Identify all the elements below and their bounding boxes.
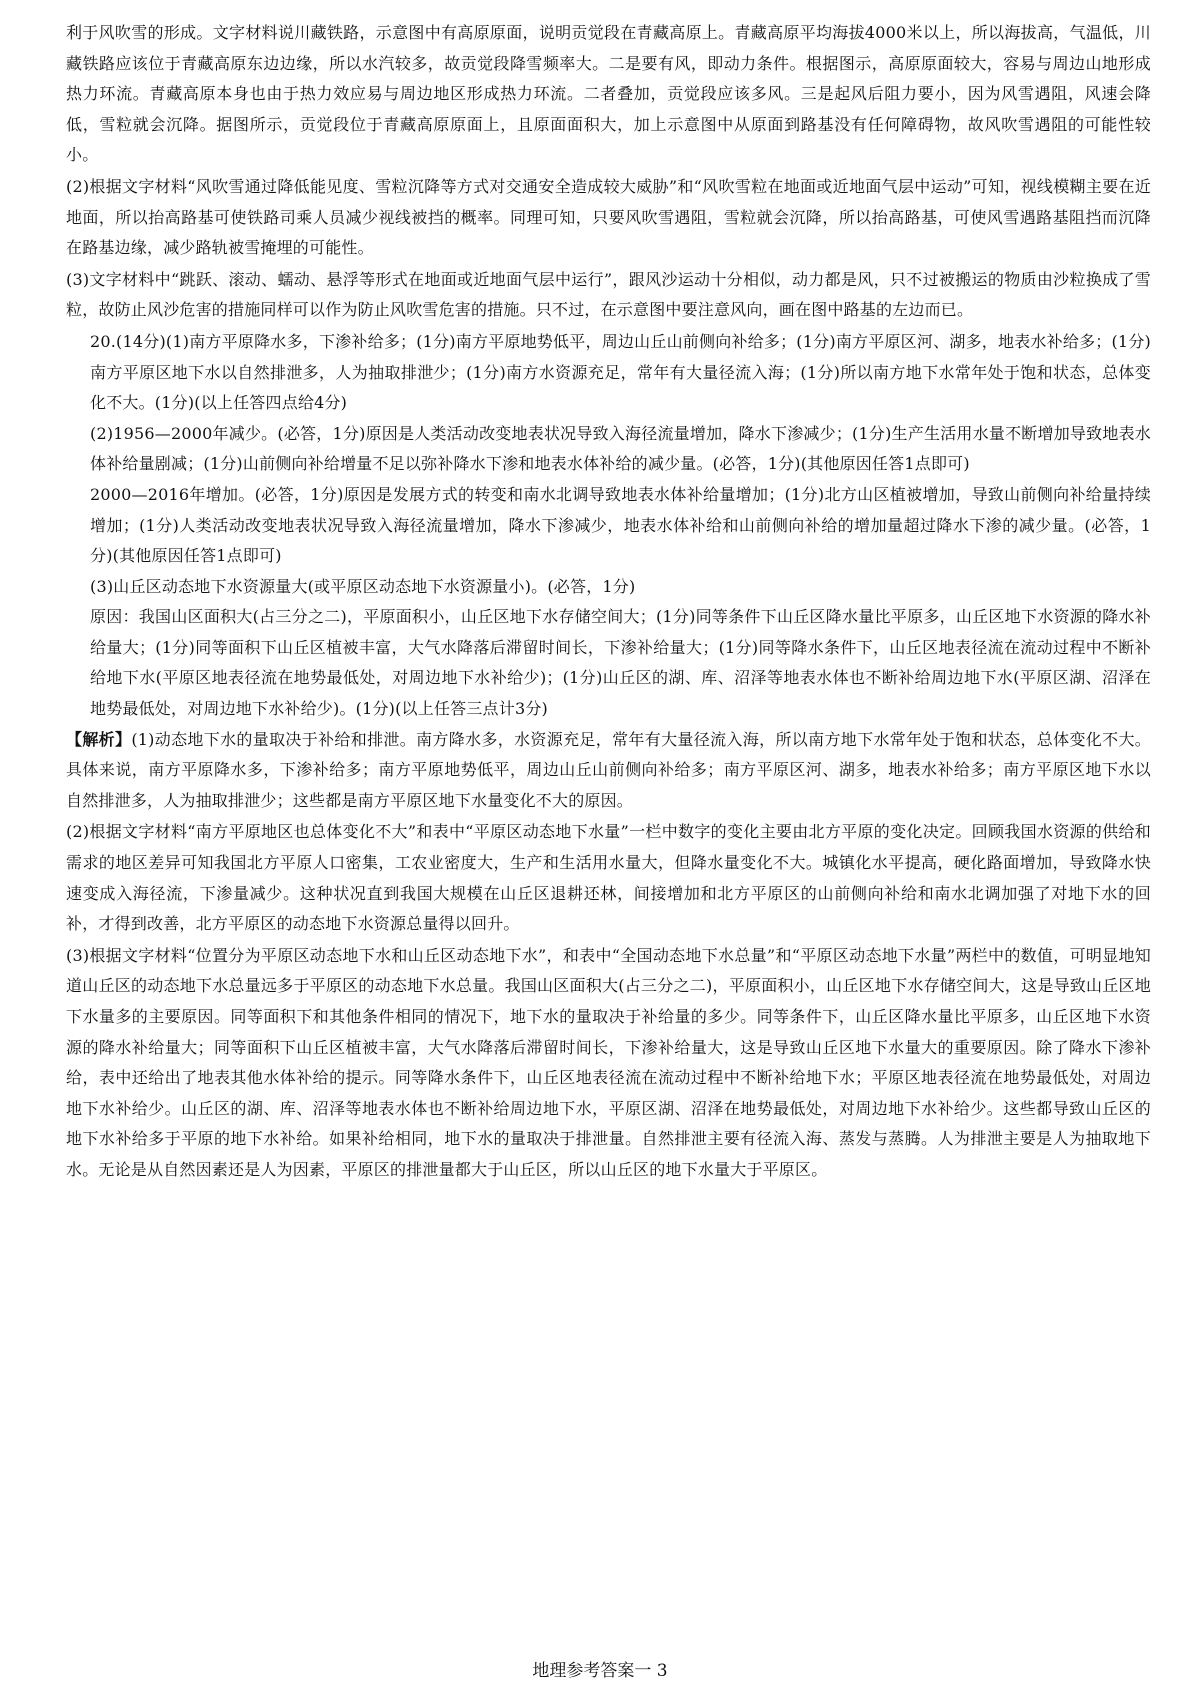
q20-analysis-paragraph-1-text: (1)动态地下水的量取决于补给和排泄。南方降水多，水资源充足，常年有大量径流入海，所以南方地下水常年处于饱和状态，总体变化不大。具体来说，南方平原降水多，下渗补给多；南方平原地势低平，周边山丘山前侧向补给多；南方平原区河、湖多，地表水补给多；南方平原区地下水以自然排泄多，人为抽取排泄少；这些都是南方平原区地下水量变化不大的原因。: [66, 729, 1151, 810]
question-20-answer: [66, 327, 1151, 725]
q19-analysis-paragraph-1: 利于风吹雪的形成。文字材料说川藏铁路，示意图中有高原原面，说明贡觉段在青藏高原上。青藏高原平均海拔4000米以上，所以海拔高，气温低，川藏铁路应该位于青藏高原东边边缘，所以水汽较多，故贡觉段降雪频率大。二是要有风，即动力条件。根据图示，高原原面较大，容易与周边山地形成热力环流。青藏高原本身也由于热力效应易与周边地区形成热力环流。二者叠加，贡觉段应该多风。三是起风后阻力要小，因为风雪遇阻，风速会降低，雪粒就会沉降。据图所示，贡觉段位于青藏高原原面上，且原面面积大，加上示意图中从原面到路基没有任何障碍物，故风吹雪遇阻的可能性较小。: [66, 23, 1151, 165]
answer-page: [66, 18, 1151, 1187]
page-footer: 地理参考答案一 3: [532, 1661, 668, 1681]
q20-answer-part-2b: 2000—2016年增加。(必答，1分)原因是发展方式的转变和南水北调导致地表水体补给量增加；(1分)北方山区植被增加，导致山前侧向补给量持续增加；(1分)人类活动改变地表状况导致入海径流量增加，降水下渗减少，地表水体补给和山前侧向补给的增加量超过降水下渗的减少量。(必答，1分)(其他原因任答1点即可): [90, 484, 1151, 566]
q20-answer-part-2a: (2)1956—2000年减少。(必答，1分)原因是人类活动改变地表状况导致入海径流量增加，降水下渗减少；(1分)生产生活用水量不断增加导致地表水体补给量剧减；(1分)山前侧向补给增量不足以弥补降水下渗和地表水体补给的减少量。(必答，1分)(其他原因任答1点即可): [90, 423, 1151, 474]
q19-analysis-paragraph-3: (3)文字材料中“跳跃、滚动、蠕动、悬浮等形式在地面或近地面气层中运行”，跟风沙运动十分相似，动力都是风，只不过被搬运的物质由沙粒换成了雪粒，故防止风沙危害的措施同样可以作为防止风吹雪危害的措施。只不过，在示意图中要注意风向，画在图中路基的左边而已。: [66, 269, 1151, 320]
question-19-analysis-continued: [66, 18, 1151, 326]
analysis-tag: 【解析】: [66, 729, 132, 749]
question-20-analysis: [66, 725, 1151, 1186]
q20-analysis-paragraph-2: (2)根据文字材料“南方平原地区也总体变化不大”和表中“平原区动态地下水量”一栏中数字的变化主要由北方平原的变化决定。回顾我国水资源的供给和需求的地区差异可知我国北方平原人口密集，工农业密度大，生产和生活用水量大，但降水量变化不大。城镇化水平提高，硬化路面增加，导致降水快速变成入海径流，下渗量减少。这种状况直到我国大规模在山丘区退耕还林，间接增加和北方平原区的山前侧向补给和南水北调加强了对地下水的回补，才得到改善，北方平原区的动态地下水资源总量得以回升。: [66, 822, 1151, 934]
q19-analysis-paragraph-2: (2)根据文字材料“风吹雪通过降低能见度、雪粒沉降等方式对交通安全造成较大威胁”和“风吹雪粒在地面或近地面气层中运动”可知，视线模糊主要在近地面，所以抬高路基可使铁路司乘人员减少视线被挡的概率。同理可知，只要风吹雪遇阻，雪粒就会沉降，所以抬高路基，可使风雪遇路基阻挡而沉降在路基边缘，减少路轨被雪掩埋的可能性。: [66, 176, 1151, 258]
q20-answer-part-3-reasons: 原因：我国山区面积大(占三分之二)，平原面积小，山丘区地下水存储空间大；(1分)同等条件下山丘区降水量比平原多，山丘区地下水资源的降水补给量大；(1分)同等面积下山丘区植被丰富，大气水降落后滞留时间长，下渗补给量大；(1分)同等降水条件下，山丘区地表径流在流动过程中不断补给地下水(平原区地表径流在地势最低处，对周边地下水补给少)；(1分)山丘区的湖、库、沼泽等地表水体也不断补给周边地下水(平原区湖、沼泽在地势最低处，对周边地下水补给少)。(1分)(以上任答三点计3分): [90, 607, 1151, 719]
q20-answer-part-1: 20.(14分)(1)南方平原降水多，下渗补给多；(1分)南方平原地势低平，周边山丘山前侧向补给多；(1分)南方平原区河、湖多，地表水补给多；(1分)南方平原区地下水以自然排泄多，人为抽取排泄少；(1分)南方水资源充足，常年有大量径流入海；(1分)所以南方地下水常年处于饱和状态，总体变化不大。(1分)(以上任答四点给4分): [90, 331, 1151, 413]
q20-analysis-paragraph-3: (3)根据文字材料“位置分为平原区动态地下水和山丘区动态地下水”，和表中“全国动态地下水总量”和“平原区动态地下水量”两栏中的数值，可明显地知道山丘区的动态地下水总量远多于平原区的动态地下水总量。我国山区面积大(占三分之二)，平原面积小，山丘区地下水存储空间大，这是导致山丘区地下水量多的主要原因。同等面积下和其他条件相同的情况下，地下水的量取决于补给量的多少。同等条件下，山丘区降水量比平原多，山丘区地下水资源的降水补给量大；同等面积下山丘区植被丰富，大气水降落后滞留时间长，下渗补给量大，这是导致山丘区地下水量大的重要原因。除了降水下渗补给，表中还给出了地表其他水体补给的提示。同等降水条件下，山丘区地表径流在流动过程中不断补给地下水；平原区地表径流在地势最低处，对周边地下水补给少。山丘区的湖、库、沼泽等地表水体也不断补给周边地下水，平原区湖、沼泽在地势最低处，对周边地下水补给少。这些都导致山丘区的地下水补给多于平原的地下水补给。如果补给相同，地下水的量取决于排泄量。自然排泄主要有径流入海、蒸发与蒸腾。人为排泄主要是人为抽取地下水。无论是从自然因素还是人为因素，平原区的排泄量都大于山丘区，所以山丘区的地下水量大于平原区。: [66, 945, 1151, 1179]
q20-answer-part-3: (3)山丘区动态地下水资源量大(或平原区动态地下水资源量小)。(必答，1分): [90, 576, 636, 596]
q20-analysis-paragraph-1: [66, 725, 1151, 817]
